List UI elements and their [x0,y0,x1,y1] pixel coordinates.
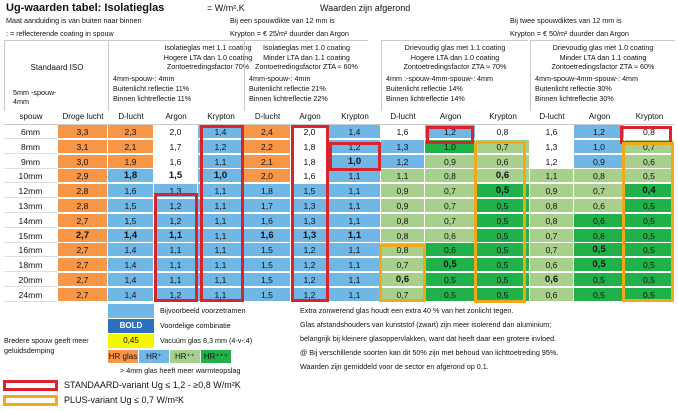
table-cell: 0,6 [476,169,530,183]
group-line: Hogere LTA dan 1.0 coating [410,52,500,62]
column-header: D-lucht [381,110,425,125]
group-line: Zontoetredingsfactor 70% [166,62,250,71]
table-cell: 0,6 [530,258,574,272]
table-cell: 0,8 [625,125,674,139]
table-cell: 0,7 [425,214,476,228]
standard-variant-label: STANDAARD-variant Ug ≤ 1,2 - ≥0,8 W/m²K [64,380,241,390]
table-cell: 1,1 [198,243,244,257]
group-header [381,40,528,111]
table-cell: 2,0 [154,125,198,139]
column-header: spouw [4,110,58,125]
table-cell: 0,9 [574,155,625,169]
note-5: Waarden zijn gemiddeld voor de sector en afgerond op 0,1. [300,362,489,371]
table-cell: 0,5 [625,273,674,287]
table-cell: 1,6 [530,125,574,139]
table-cell: 3,0 [58,155,108,169]
table-cell: 1,2 [154,199,198,213]
table-cell: 1,4 [108,243,154,257]
group-line: Zontoetredingsfactor ZTA ≈ 60% [551,62,655,71]
table-cell: 1,0 [574,140,625,154]
table-cell: 1,1 [198,229,244,243]
table-cell: 1,6 [244,229,291,243]
table-cell: 0,6 [530,288,574,302]
note-4: @ Bij verschillende soorten kan dit 50% zijn met behoud van lichttoetreding 95%. [300,348,559,357]
table-cell: 2,7 [58,243,108,257]
group-spec-line: 4mm :-spouw-4mm-spouw-: 4mm [386,74,494,83]
group-spec-line: Buitenlicht reflectie 21% [249,84,326,93]
table-cell: 0,5 [425,258,476,272]
group-line: Isolatieglas met 1.0 coating [262,43,351,52]
table-cell: 0,7 [625,140,674,154]
table-cell: 1,3 [154,184,198,198]
table-cell: 0,7 [530,229,574,243]
table-cell: 0,8 [476,125,530,139]
table-cell: 1,1 [198,155,244,169]
table-cell: 1,1 [198,214,244,228]
table-cell: 0,5 [574,288,625,302]
table-cell: 0,6 [574,229,625,243]
table-cell: 0,5 [574,258,625,272]
table-cell: 2,0 [291,125,329,139]
table-cell: 1,1 [329,214,381,228]
table-cell: 1,1 [329,169,381,183]
table-cell: 1,9 [108,155,154,169]
table-cell: 0,5 [476,243,530,257]
table-cell: 0,6 [425,229,476,243]
table-cell: 0,7 [425,199,476,213]
table-cell: 3,3 [58,125,108,139]
table-cell: 0,7 [381,258,425,272]
group-header [4,40,109,111]
table-cell: 1,1 [198,184,244,198]
table-cell: 1,1 [329,273,381,287]
table-cell: 0,5 [625,214,674,228]
legend-vacuum-text: Vacuüm glas 8,3 mm (4-v-:4) [160,336,253,345]
hr-plus-swatch: HR⁺ [139,350,169,363]
table-cell: 1,3 [291,199,329,213]
row-spouw-label: 15mm [4,229,58,243]
group-spec-line: 4mm-spouw-4mm-spouw-: 4mm [535,74,639,83]
table-cell: 1,4 [198,125,244,139]
table-cell: 2,7 [58,288,108,302]
table-cell: 1,7 [244,199,291,213]
table-cell: 0,8 [425,169,476,183]
table-cell: 0,5 [476,184,530,198]
table-cell: 1,1 [329,243,381,257]
group-spec-line: 4mm-spouw-: 4mm [249,74,311,83]
table-cell: 1,5 [244,288,291,302]
group-spec-line: Binnen lichtreflectie 30% [535,94,614,103]
table-cell: 1,6 [291,169,329,183]
page-title: Ug-waarden tabel: Isolatieglas [6,2,165,14]
table-cell: 1,1 [381,169,425,183]
group-header [244,40,368,111]
column-header: Krypton [329,110,381,125]
group-line: Zontoetredingsfactor ZTA ≈ 60% [255,62,358,71]
table-cell: 1,1 [198,199,244,213]
table-cell: 1,2 [425,125,476,139]
table-cell: 1,1 [329,258,381,272]
table-cell: 0,5 [574,273,625,287]
table-cell: 2,7 [58,273,108,287]
side-label-1: Bredere spouw geeft meer [4,336,89,345]
table-cell: 1,2 [381,155,425,169]
table-cell: 0,5 [625,229,674,243]
table-cell: 1,6 [154,155,198,169]
table-cell: 0,8 [574,169,625,183]
table-cell: 1,5 [108,214,154,228]
table-cell: 1,2 [530,155,574,169]
table-cell: 0,5 [476,258,530,272]
sample-swatch [108,304,154,318]
note-3: belangrijk bij kleinere glasoppervlakken, want dat heeft daar een grotere invloed. [300,334,557,343]
legend-bold-text: Voordelige combinatie [160,321,231,330]
column-header: D-lucht [108,110,154,125]
group-spec-line: Buitenlicht reflectie 11% [113,84,190,93]
table-cell: 1,1 [154,243,198,257]
column-header: D-lucht [530,110,574,125]
table-cell: 1,3 [381,140,425,154]
table-cell: 0,5 [476,214,530,228]
row-spouw-label: 24mm [4,288,58,302]
table-cell: 0,6 [574,214,625,228]
table-cell: 0,9 [381,184,425,198]
table-cell: 1,1 [198,273,244,287]
table-cell: 0,6 [381,273,425,287]
table-cell: 0,7 [381,288,425,302]
row-spouw-label: 8mm [4,140,58,154]
table-cell: 0,5 [625,288,674,302]
row-spouw-label: 18mm [4,258,58,272]
table-cell: 0,8 [530,214,574,228]
table-cell: 1,3 [291,229,329,243]
table-cell: 0,6 [425,243,476,257]
table-cell: 2,7 [58,229,108,243]
table-cell: 1,5 [244,243,291,257]
group-spec-line: Binnen lichtreflectie 14% [386,94,465,103]
table-cell: 1,1 [154,258,198,272]
table-cell: 1,1 [198,258,244,272]
group-header [530,40,675,111]
table-cell: 2,7 [58,214,108,228]
table-cell: 1,2 [154,214,198,228]
table-cell: 1,2 [291,288,329,302]
table-cell: 1,8 [108,169,154,183]
table-cell: 1,1 [329,229,381,243]
hr-swatch: HR glas [108,352,138,361]
table-cell: 0,5 [625,258,674,272]
hr-plusplusplus-swatch: HR⁺⁺⁺ [201,350,231,363]
table-cell: 1,8 [291,140,329,154]
table-cell: 0,5 [476,288,530,302]
plus-variant-swatch [3,395,58,406]
side-label-2: geluidsdemping [4,346,55,355]
table-cell: 0,5 [425,288,476,302]
table-cell: 1,0 [329,155,381,169]
table-cell: 0,5 [476,273,530,287]
table-cell: 0,5 [625,169,674,183]
table-cell: 2,0 [244,169,291,183]
table-cell: 0,5 [625,199,674,213]
group-spec-line: Buitenlicht reflectie 30% [535,84,612,93]
bold-swatch: BOLD [108,319,154,333]
table-cell: 0,7 [476,140,530,154]
table-cell: 1,3 [291,214,329,228]
table-cell: 1,6 [381,125,425,139]
table-cell: 1,5 [244,273,291,287]
column-header: Krypton [625,110,674,125]
table-cell: 0,7 [574,184,625,198]
hr-plusplus-swatch: HR⁺⁺ [170,350,200,363]
direction-note: Maat aanduiding is van buiten naar binnen [6,16,142,25]
table-cell: 2,4 [244,125,291,139]
group-line: Drievoudig glas met 1.0 coating [552,43,654,52]
column-header: Droge lucht [58,110,108,125]
table-cell: 1,2 [291,273,329,287]
group-spec-line: 4mm-spouw-: 4mm [113,74,175,83]
rounded-note: Waarden zijn afgerond [320,3,411,13]
row-spouw-label: 6mm [4,125,58,139]
table-cell: 3,1 [58,140,108,154]
group-spec: 5mm -spouw- 4mm [13,88,57,106]
group-spec-line: Binnen lichtreflectie 11% [113,94,192,103]
table-cell: 0,9 [425,155,476,169]
table-cell: 1,5 [291,184,329,198]
table-cell: 0,7 [425,184,476,198]
group-spec-line: Binnen lichtreflectie 22% [249,94,328,103]
row-spouw-label: 20mm [4,273,58,287]
table-cell: 1,1 [329,288,381,302]
note-2: Glas afstandshouders van kunststof (zwart) zijn meer isolerend dan aluminium; [300,320,552,329]
table-cell: 1,1 [329,184,381,198]
group-line: Isolatieglas met 1.1 coating [164,43,252,52]
table-cell: 0,6 [574,199,625,213]
row-spouw-label: 9mm [4,155,58,169]
group-line: Drievoudig glas met 1.1 coating [404,43,506,52]
table-cell: 0,8 [530,199,574,213]
table-cell: 2,8 [58,199,108,213]
krypton-cost-note-2: Krypton = € 50/m² duurder dan Argon [510,29,629,38]
column-header: Argon [425,110,476,125]
row-spouw-label: 14mm [4,214,58,228]
table-cell: 0,6 [530,273,574,287]
table-cell: 1,0 [198,169,244,183]
table-cell: 1,8 [244,184,291,198]
coating-note: : = reflecterende coating in spouw [6,29,114,38]
group-spec-line: Buitenlicht reflectie 14% [386,84,463,93]
row-spouw-label: 13mm [4,199,58,213]
table-cell: 1,2 [329,140,381,154]
group-title: Standaard ISO [30,63,84,72]
table-cell: 1,5 [108,199,154,213]
column-header: Krypton [476,110,530,125]
table-cell: 2,8 [58,184,108,198]
warmte-note: > 4mm glas heeft meer warmteopslag [120,366,241,375]
table-cell: 1,8 [291,155,329,169]
table-cell: 0,5 [625,243,674,257]
column-header: Argon [574,110,625,125]
table-cell: 0,8 [381,243,425,257]
table-cell: 2,2 [244,140,291,154]
table-cell: 0,5 [476,199,530,213]
table-cell: 0,6 [625,155,674,169]
table-cell: 2,3 [108,125,154,139]
group-line: Zontoetredingsfactor ZTA ≈ 70% [403,62,507,71]
table-cell: 2,9 [58,169,108,183]
table-cell: 1,5 [154,169,198,183]
table-cell: 0,5 [425,273,476,287]
legend-sample-text: Bijvoorbeeld voorzetramen [160,306,246,315]
table-cell: 0,5 [476,229,530,243]
table-cell: 0,6 [476,155,530,169]
table-cell: 0,8 [381,229,425,243]
vacuum-swatch: 0,45 [108,334,154,348]
table-cell: 2,1 [108,140,154,154]
row-spouw-label: 16mm [4,243,58,257]
row-spouw-label: 12mm [4,184,58,198]
table-cell: 1,6 [108,184,154,198]
table-cell: 1,1 [329,199,381,213]
note-1: Extra zonwerend glas houdt een extra 40 % van het zonlicht tegen. [300,306,514,315]
column-header: Argon [154,110,198,125]
table-cell: 1,4 [329,125,381,139]
table-cell: 1,2 [291,258,329,272]
column-header: Krypton [198,110,244,125]
table-cell: 1,4 [108,229,154,243]
group-line: Minder LTA dan 1.1 coating [559,52,647,62]
table-cell: 1,1 [530,169,574,183]
table-cell: 1,1 [154,273,198,287]
table-cell: 1,4 [108,258,154,272]
table-cell: 1,6 [244,214,291,228]
krypton-cost-note: Krypton = € 25/m² duurder dan Argon [230,29,349,38]
table-cell: 1,2 [198,140,244,154]
table-cell: 0,9 [381,199,425,213]
table-cell: 1,1 [198,288,244,302]
table-cell: 1,0 [425,140,476,154]
table-cell: 1,4 [108,273,154,287]
table-cell: 2,7 [58,258,108,272]
table-cell: 1,2 [291,243,329,257]
table-cell: 1,7 [154,140,198,154]
table-cell: 2,1 [244,155,291,169]
table-cell: 0,8 [381,214,425,228]
table-cell: 0,9 [530,184,574,198]
table-cell: 1,5 [244,258,291,272]
table-cell: 0,7 [530,243,574,257]
table-cell: 1,3 [530,140,574,154]
table-cell: 1,4 [108,288,154,302]
table-cell: 0,5 [574,243,625,257]
spouw12-note: Bij een spouwdikte van 12 mm is [230,16,335,25]
group-line: Minder LTA dan 1.1 coating [263,52,350,62]
table-cell: 0,4 [625,184,674,198]
unit-label: = W/m².K [207,3,245,13]
column-header: Argon [291,110,329,125]
table-cell: 1,1 [154,229,198,243]
plus-variant-label: PLUS-variant Ug ≤ 0,7 W/m²K [64,395,184,405]
two-spouw-note: Bij twee spouwdiktes van 12 mm is [510,16,622,25]
table-cell: 1,2 [154,288,198,302]
row-spouw-label: 10mm [4,169,58,183]
column-header: D-lucht [244,110,291,125]
standard-variant-swatch [3,380,58,391]
group-line: Hogere LTA dan 1.0 coating [163,52,253,62]
table-cell: 1,2 [574,125,625,139]
